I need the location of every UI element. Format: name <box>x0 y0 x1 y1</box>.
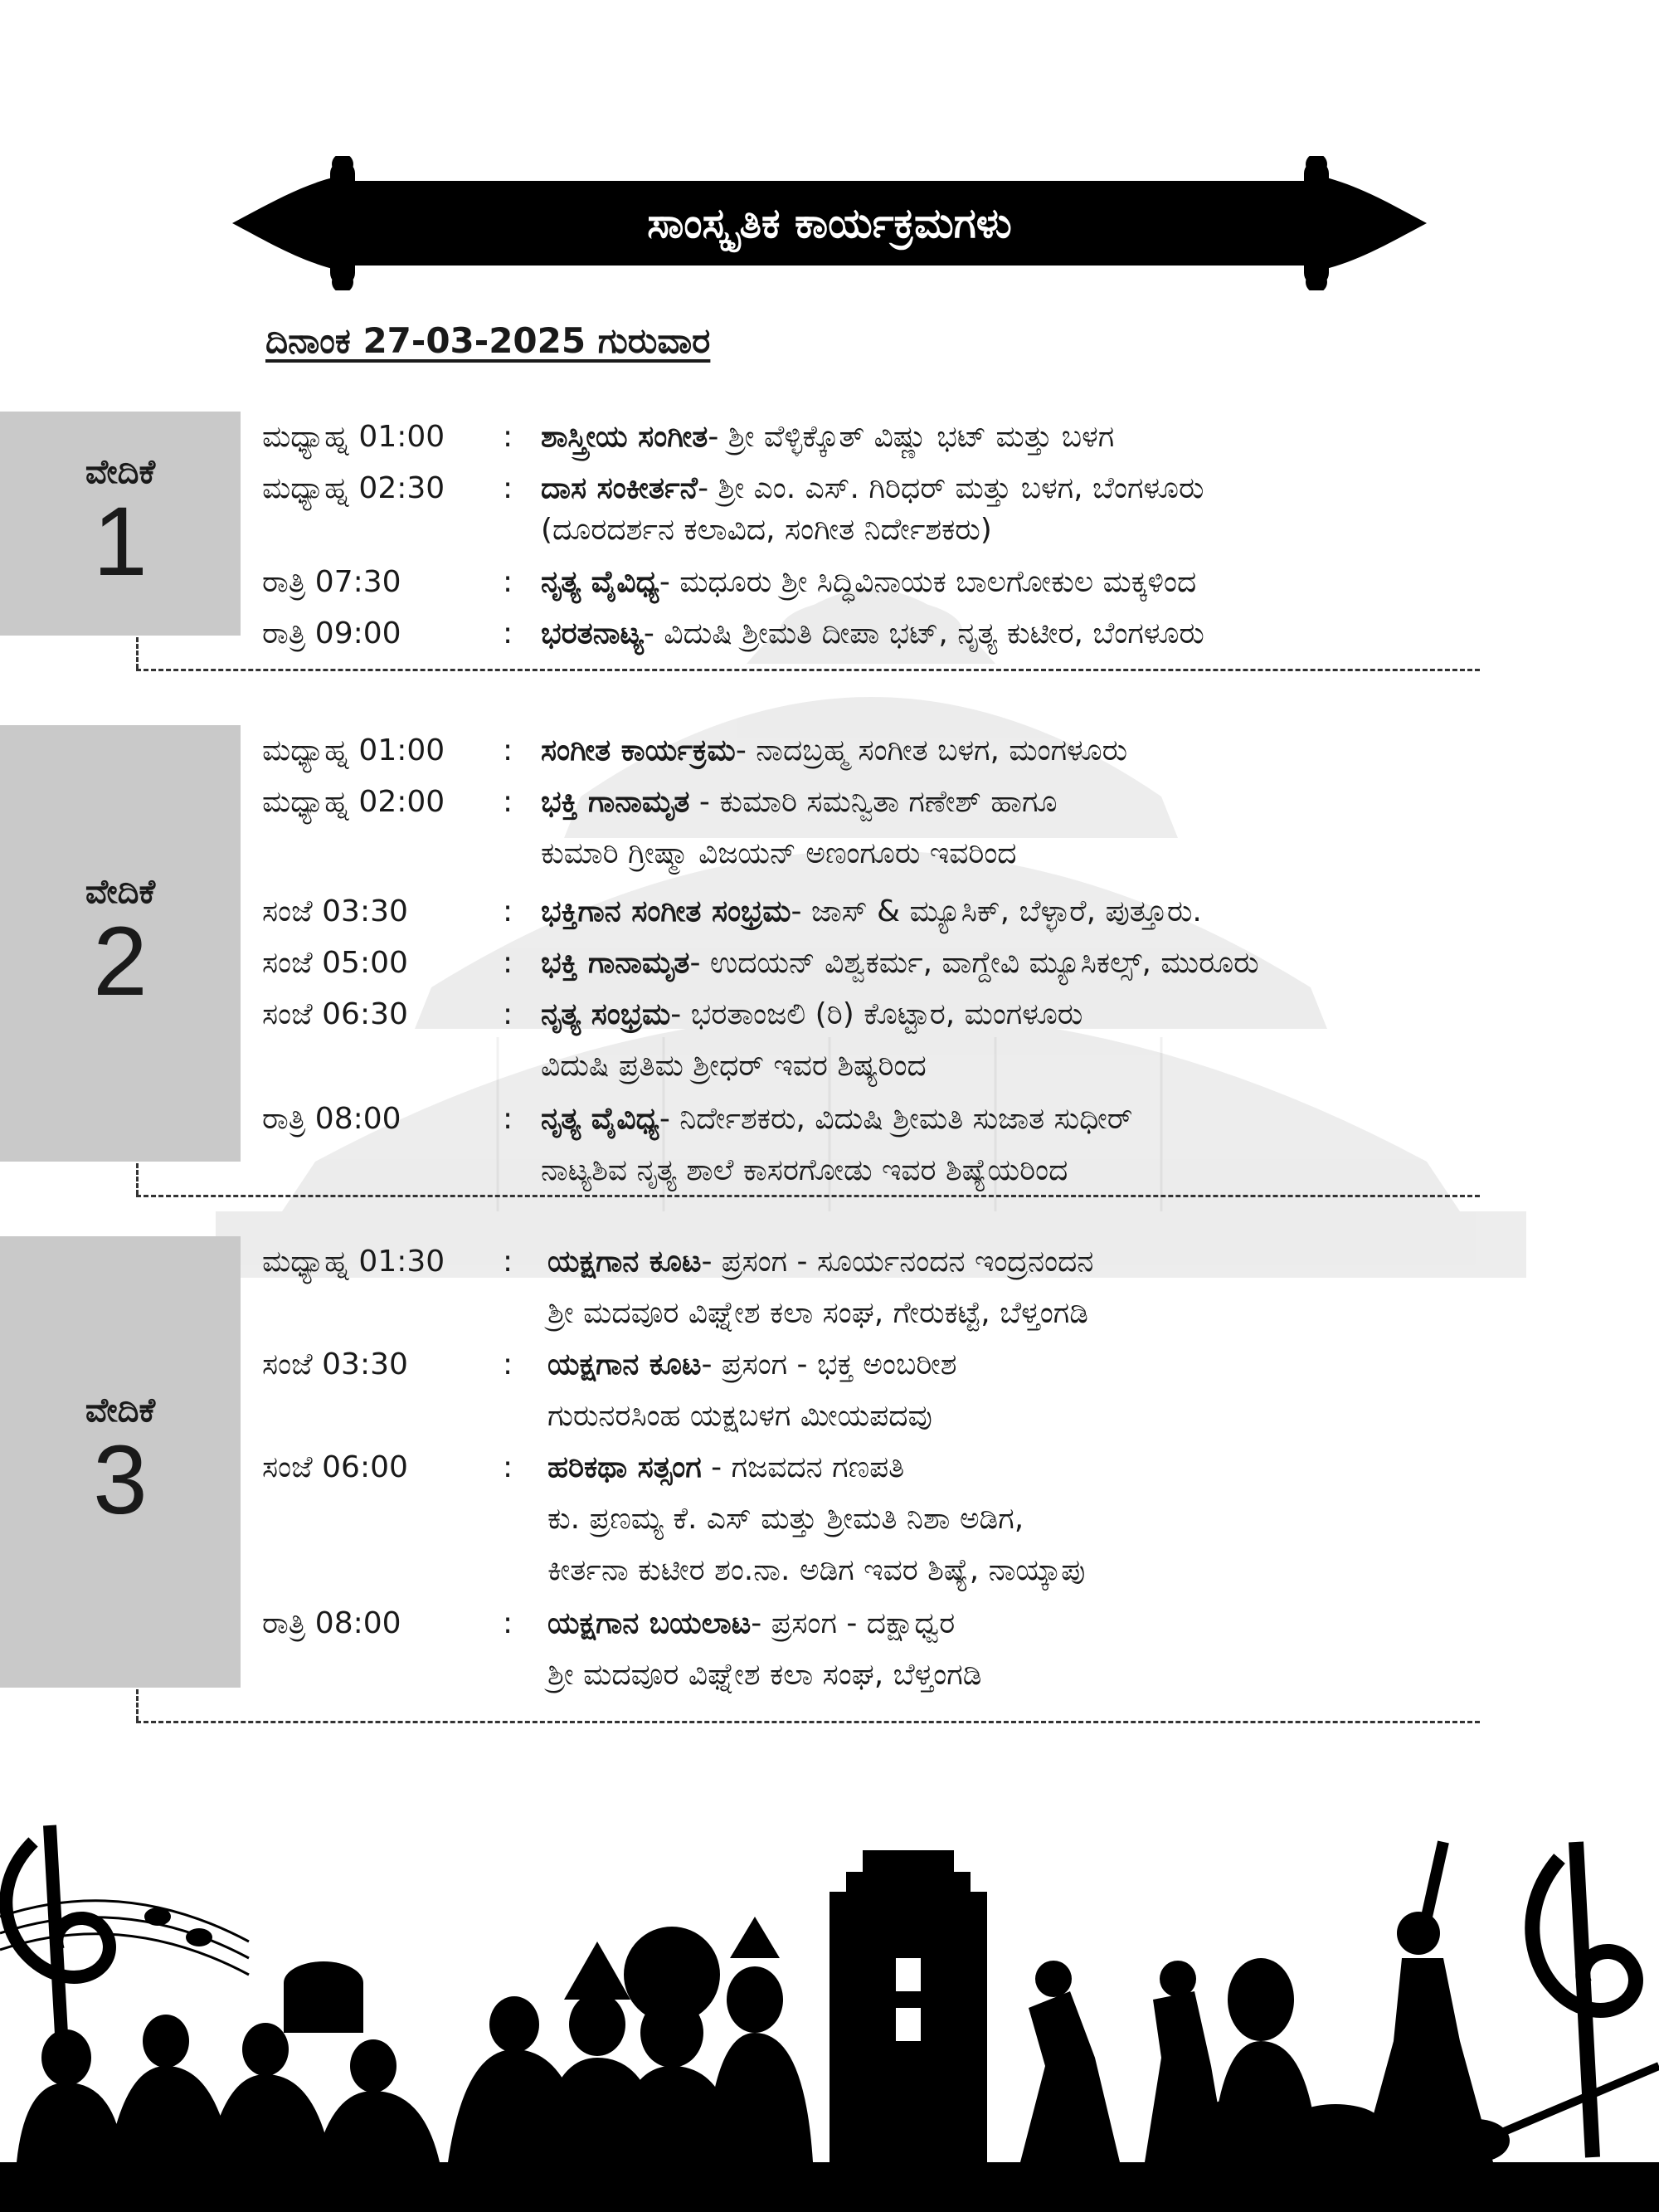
event-detail: - ಶ್ರೀ ಎಂ. ಎಸ್. ಗಿರಿಧರ್ ಮತ್ತು ಬಳಗ, ಬೆಂಗಳೂರು <box>698 471 1204 505</box>
page-title: ಸಾಂಸ್ಕೃತಿಕ ಕಾರ್ಯಕ್ರಮಗಳು <box>647 198 1012 247</box>
event-time: ರಾತ್ರಿ 07:30 <box>262 565 401 599</box>
event-time: ಮಧ್ಯಾಹ್ನ 02:30 <box>262 471 445 505</box>
colon-separator: : <box>503 1102 513 1136</box>
event-title-text: ಶಾಸ್ತ್ರೀಯ ಸಂಗೀತ <box>541 420 708 454</box>
venue-3-label <box>0 1236 241 1688</box>
event-title <box>541 557 1196 608</box>
event-time: ಮಧ್ಯಾಹ್ನ 02:00 <box>262 785 445 819</box>
event-time: ರಾತ್ರಿ 08:00 <box>262 1606 401 1640</box>
event-title <box>541 608 1204 660</box>
event-time: ಸಂಜೆ 05:00 <box>262 946 408 980</box>
event-title <box>541 989 1082 1040</box>
colon-separator: : <box>503 733 513 767</box>
venue-number: 1 <box>93 487 148 597</box>
event-detail-line: ಕು. ಪ್ರಣಮ್ಯ ಕೆ. ಎಸ್ ಮತ್ತು ಶ್ರೀಮತಿ ನಿಶಾ ಅಡಿಗ, <box>547 1502 1024 1536</box>
event-title-text: ಯಕ್ಷಗಾನ ಬಯಲಾಟ <box>547 1606 752 1640</box>
event-detail: - ಗಜವದನ ಗಣಪತಿ <box>701 1450 905 1484</box>
colon-separator: : <box>503 946 513 980</box>
event-detail: - ಮಧೂರು ಶ್ರೀ ಸಿದ್ಧಿವಿನಾಯಕ ಬಾಲಗೋಕುಲ ಮಕ್ಕಳಿಂದ <box>659 565 1197 599</box>
event-time: ಸಂಜೆ 03:30 <box>262 1347 408 1381</box>
venue-number: 2 <box>93 907 148 1017</box>
colon-separator: : <box>503 894 513 928</box>
section-divider <box>136 1195 1480 1197</box>
event-detail: - ಭರತಾಂಜಲಿ (ರಿ) ಕೊಟ್ಟಾರ, ಮಂಗಳೂರು <box>670 997 1083 1031</box>
event-title <box>541 725 1127 777</box>
event-time: ಸಂಜೆ 03:30 <box>262 894 408 928</box>
event-detail-line: ಗುರುನರಸಿಂಹ ಯಕ್ಷಬಳಗ ಮೀಯಪದವು <box>547 1399 932 1433</box>
event-detail-line: ವಿದುಷಿ ಪ್ರತಿಮ ಶ್ರೀಧರ್ ಇವರ ಶಿಷ್ಯರಿಂದ <box>541 1049 927 1083</box>
event-detail: - ನಾದಬ್ರಹ್ಮ ಸಂಗೀತ ಬಳಗ, ಮಂಗಳೂರು <box>735 733 1128 767</box>
colon-separator: : <box>503 997 513 1031</box>
divider-tick <box>136 1163 139 1195</box>
venue-word: ವೇದಿಕೆ <box>85 873 156 912</box>
colon-separator: : <box>503 1450 513 1484</box>
event-time: ಸಂಜೆ 06:30 <box>262 997 408 1031</box>
event-title-text: ದಾಸ ಸಂಕೀರ್ತನೆ <box>541 471 698 505</box>
event-title-text: ನೃತ್ಯ ಸಂಭ್ರಮ <box>541 997 671 1031</box>
venue-1-label <box>0 412 241 636</box>
event-detail: - ಶ್ರೀ ವೆಳ್ಳಿಕ್ಕೊತ್ ವಿಷ್ಣು ಭಟ್ ಮತ್ತು ಬಳಗ <box>708 420 1115 454</box>
colon-separator: : <box>503 1245 513 1279</box>
event-detail: - ಪ್ರಸಂಗ - ಭಕ್ತ ಅಂಬರೀಶ <box>701 1347 957 1381</box>
event-detail-line: ನಾಟ್ಯಶಿವ ನೃತ್ಯ ಶಾಲೆ ಕಾಸರಗೋಡು ಇವರ ಶಿಷ್ಯೆಯರಿಂದ <box>541 1153 1068 1187</box>
event-time: ರಾತ್ರಿ 09:00 <box>262 616 401 650</box>
event-detail-line: (ದೂರದರ್ಶನ ಕಲಾವಿದ, ಸಂಗೀತ ನಿರ್ದೇಶಕರು) <box>541 513 992 547</box>
venue-2-label <box>0 725 241 1162</box>
section-divider <box>136 669 1480 671</box>
event-title <box>547 1339 956 1391</box>
event-detail: - ನಿರ್ದೇಶಕರು, ವಿದುಷಿ ಶ್ರೀಮತಿ ಸುಜಾತ ಸುಧೀರ್ <box>659 1102 1133 1136</box>
footer-silhouette-art <box>0 1792 1659 2212</box>
event-title <box>541 1094 1133 1145</box>
event-title <box>541 412 1114 463</box>
event-detail: - ಪ್ರಸಂಗ - ದಕ್ಷಾಧ್ವರ <box>751 1606 956 1640</box>
colon-separator: : <box>503 1606 513 1640</box>
colon-separator: : <box>503 1347 513 1381</box>
venue-word: ವೇದಿಕೆ <box>85 1391 156 1430</box>
divider-tick <box>136 1689 139 1721</box>
event-title <box>541 777 1057 828</box>
event-title-text: ಭಕ್ತಿಗಾನ ಸಂಗೀತ ಸಂಭ್ರಮ <box>541 894 791 928</box>
event-title-text: ಯಕ್ಷಗಾನ ಕೂಟ <box>547 1245 702 1279</box>
event-detail: - ಉದಯನ್ ವಿಶ್ವಕರ್ಮ, ವಾಗ್ದೇವಿ ಮ್ಯೂಸಿಕಲ್ಸ್, ಮುರೂರು <box>689 946 1259 980</box>
colon-separator: : <box>503 785 513 819</box>
event-detail-line: ಶ್ರೀ ಮದವೂರ ವಿಘ್ನೇಶ ಕಲಾ ಸಂಘ, ಬೆಳ್ತಂಗಡಿ <box>547 1658 982 1692</box>
event-detail: - ಕುಮಾರಿ ಸಮನ್ವಿತಾ ಗಣೇಶ್ ಹಾಗೂ <box>689 785 1058 819</box>
event-detail-line: ಶ್ರೀ ಮದವೂರ ವಿಘ್ನೇಶ ಕಲಾ ಸಂಘ, ಗೇರುಕಟ್ಟೆ, ಬೆಳ್ತಂಗಡಿ <box>547 1296 1088 1330</box>
date-heading: ದಿನಾಂಕ 27-03-2025 ಗುರುವಾರ <box>265 320 711 361</box>
event-title <box>547 1236 1093 1288</box>
venue-number: 3 <box>93 1425 148 1536</box>
event-time: ಮಧ್ಯಾಹ್ನ 01:00 <box>262 420 445 454</box>
event-title <box>541 938 1259 989</box>
event-title-text: ಭರತನಾಟ್ಯ <box>541 616 644 650</box>
event-title-text: ನೃತ್ಯ ವೈವಿಧ್ಯ <box>541 565 659 599</box>
event-title <box>541 886 1202 938</box>
event-title-text: ಸಂಗೀತ ಕಾರ್ಯಕ್ರಮ <box>541 733 736 767</box>
event-title-text: ಭಕ್ತಿ ಗಾನಾಮೃತ <box>541 785 690 819</box>
event-title-text: ಹರಿಕಥಾ ಸತ್ಸಂಗ <box>547 1450 702 1484</box>
event-detail-line: ಕುಮಾರಿ ಗ್ರೀಷ್ಮಾ ವಿಜಯನ್ ಅಣಂಗೂರು ಇವರಿಂದ <box>541 836 1017 870</box>
section-divider <box>136 1721 1480 1723</box>
event-detail: - ಪ್ರಸಂಗ - ಸೂರ್ಯನಂದನ ಇಂದ್ರನಂದನ <box>701 1245 1094 1279</box>
event-detail: - ವಿದುಷಿ ಶ್ರೀಮತಿ ದೀಪಾ ಭಟ್, ನೃತ್ಯ ಕುಟೀರ, ಬೆಂಗಳೂರು <box>643 616 1204 650</box>
event-time: ರಾತ್ರಿ 08:00 <box>262 1102 401 1136</box>
event-time: ಮಧ್ಯಾಹ್ನ 01:00 <box>262 733 445 767</box>
event-time: ಮಧ್ಯಾಹ್ನ 01:30 <box>262 1245 445 1279</box>
event-time: ಸಂಜೆ 06:00 <box>262 1450 408 1484</box>
venue-word: ವೇದಿಕೆ <box>85 453 156 492</box>
colon-separator: : <box>503 420 513 454</box>
colon-separator: : <box>503 616 513 650</box>
event-title <box>547 1598 955 1649</box>
event-detail: - ಜಾಸ್ & ಮ್ಯೂಸಿಕ್, ಬೆಳ್ಳಾರೆ, ಪುತ್ತೂರು. <box>791 894 1202 928</box>
title-banner <box>232 156 1427 290</box>
event-title <box>547 1442 904 1493</box>
colon-separator: : <box>503 471 513 505</box>
colon-separator: : <box>503 565 513 599</box>
event-detail-line: ಕೀರ್ತನಾ ಕುಟೀರ ಶಂ.ನಾ. ಅಡಿಗ ಇವರ ಶಿಷ್ಯೆ, ನಾಯ್ಕಾಪು <box>547 1553 1086 1587</box>
divider-tick <box>136 637 139 669</box>
event-title-text: ಯಕ್ಷಗಾನ ಕೂಟ <box>547 1347 702 1381</box>
event-title-text: ಭಕ್ತಿ ಗಾನಾಮೃತ <box>541 946 690 980</box>
event-title-text: ನೃತ್ಯ ವೈವಿಧ್ಯ <box>541 1102 659 1136</box>
